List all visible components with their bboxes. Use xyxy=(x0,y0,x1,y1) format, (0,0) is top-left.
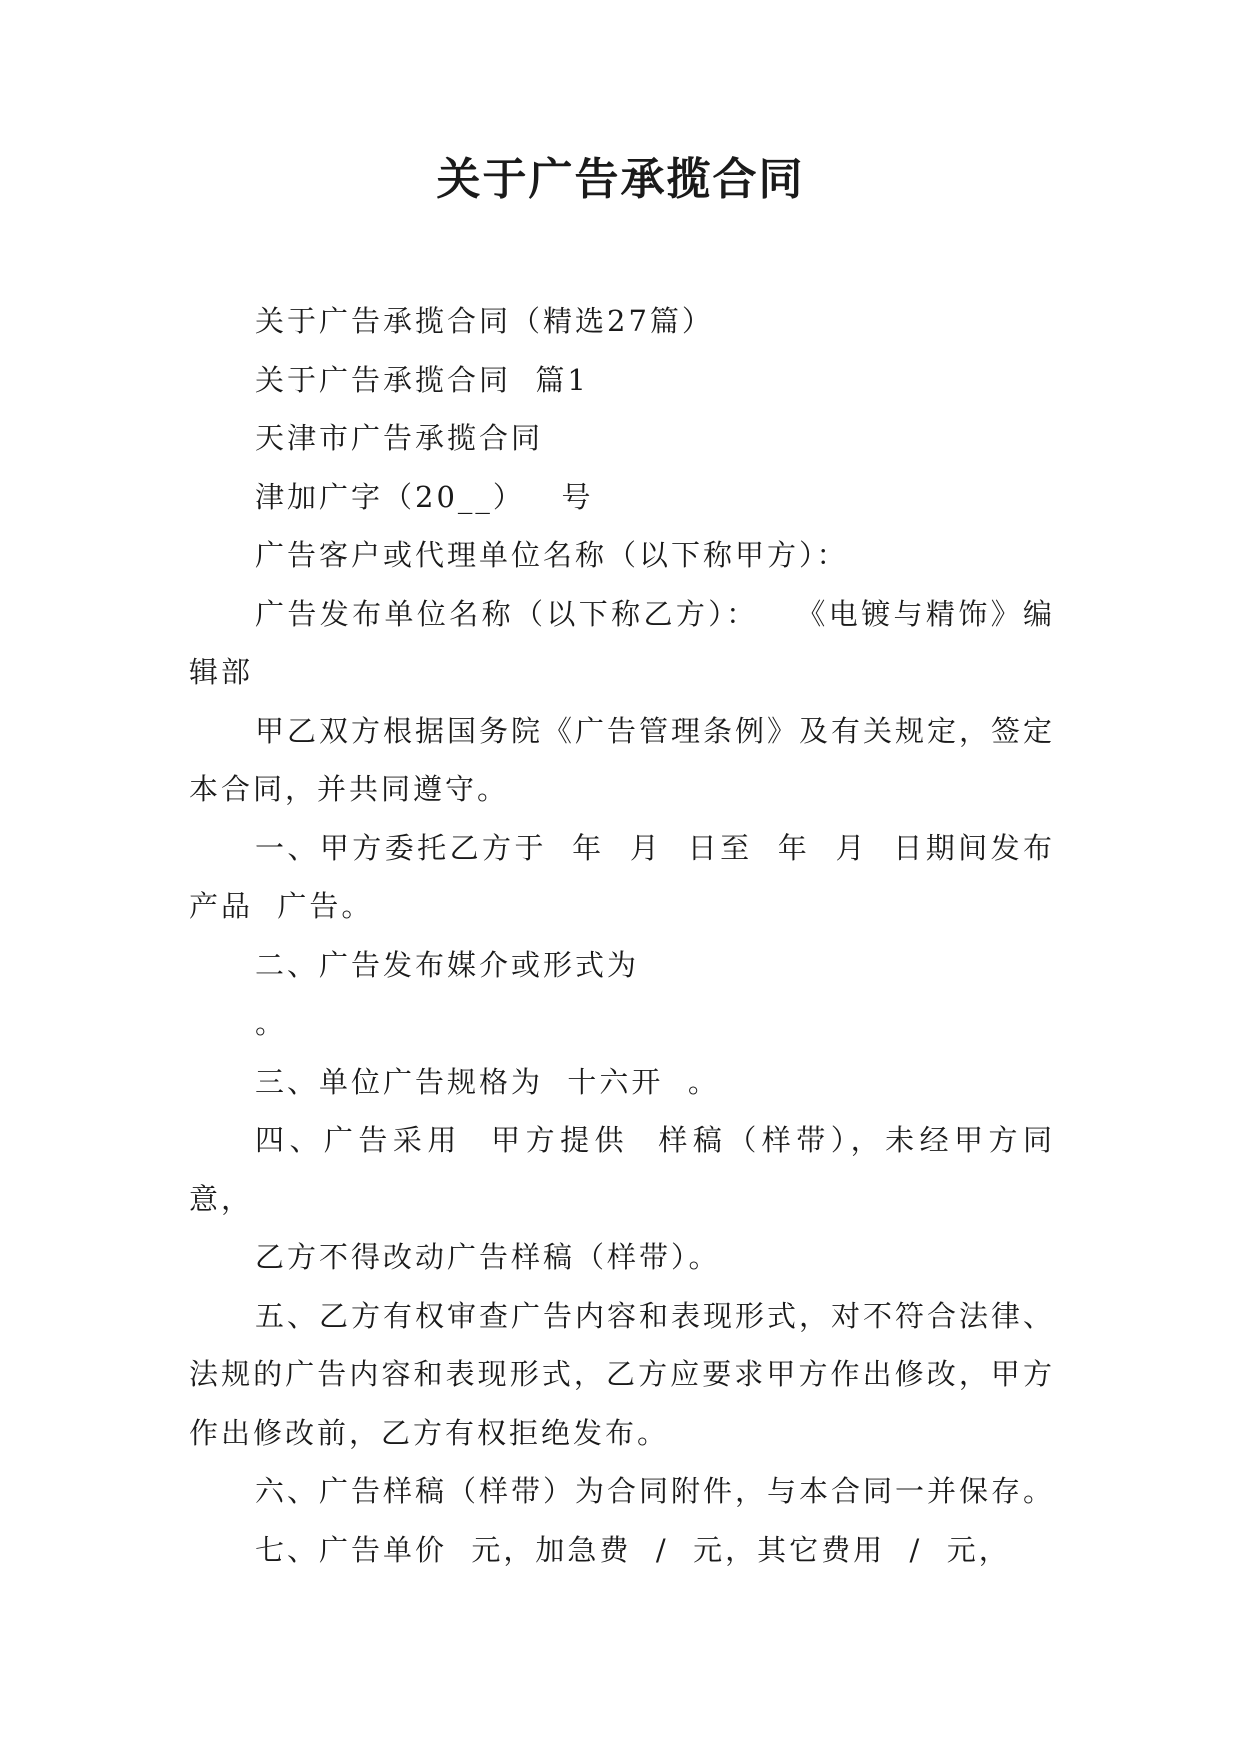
paragraph-clause-4: 四、广告采用 甲方提供 样稿（样带），未经甲方同意， xyxy=(189,1123,1055,1216)
paragraph-party-b: 广告发布单位名称（以下称乙方）： 《电镀与精饰》编辑部 xyxy=(189,596,1055,689)
paragraph-clause-2: 二、广告发布媒介或形式为 xyxy=(255,947,640,982)
paragraph-contract-number: 津加广字（20__） 号 xyxy=(255,479,594,514)
document-title: 关于广告承揽合同 xyxy=(436,154,805,205)
paragraph-section-heading: 关于广告承揽合同 篇1 xyxy=(255,362,589,397)
paragraph-clause-3: 三、单位广告规格为 十六开 。 xyxy=(255,1064,720,1099)
document-body xyxy=(189,292,1080,1579)
paragraph-preamble: 甲乙双方根据国务院《广告管理条例》及有关规定，签定本合同，并共同遵守。 xyxy=(189,713,1056,806)
paragraph-clause-7: 七、广告单价 元，加急费 / 元，其它费用 / 元， xyxy=(255,1532,1011,1567)
paragraph-contract-name: 天津市广告承揽合同 xyxy=(255,421,544,455)
paragraph-clause-6: 六、广告样稿（样带）为合同附件，与本合同一并保存。 xyxy=(255,1474,1056,1508)
paragraph-party-a: 广告客户或代理单位名称（以下称甲方）： xyxy=(255,538,849,572)
paragraph-clause-4-cont: 乙方不得改动广告样稿（样带）。 xyxy=(255,1240,721,1274)
paragraph-clause-2-end: 。 xyxy=(255,1006,288,1040)
paragraph-clause-1: 一、甲方委托乙方于 年 月 日至 年 月 日期间发布 产品 广告。 xyxy=(189,830,1080,923)
paragraph-clause-5: 五、乙方有权审查广告内容和表现形式，对不符合法律、法规的广告内容和表现形式，乙方应要求甲方作出修改，甲方作出修改前，乙方有权拒绝发布。 xyxy=(189,1298,1056,1450)
paragraph-subtitle: 关于广告承揽合同（精选27篇） xyxy=(255,304,714,338)
